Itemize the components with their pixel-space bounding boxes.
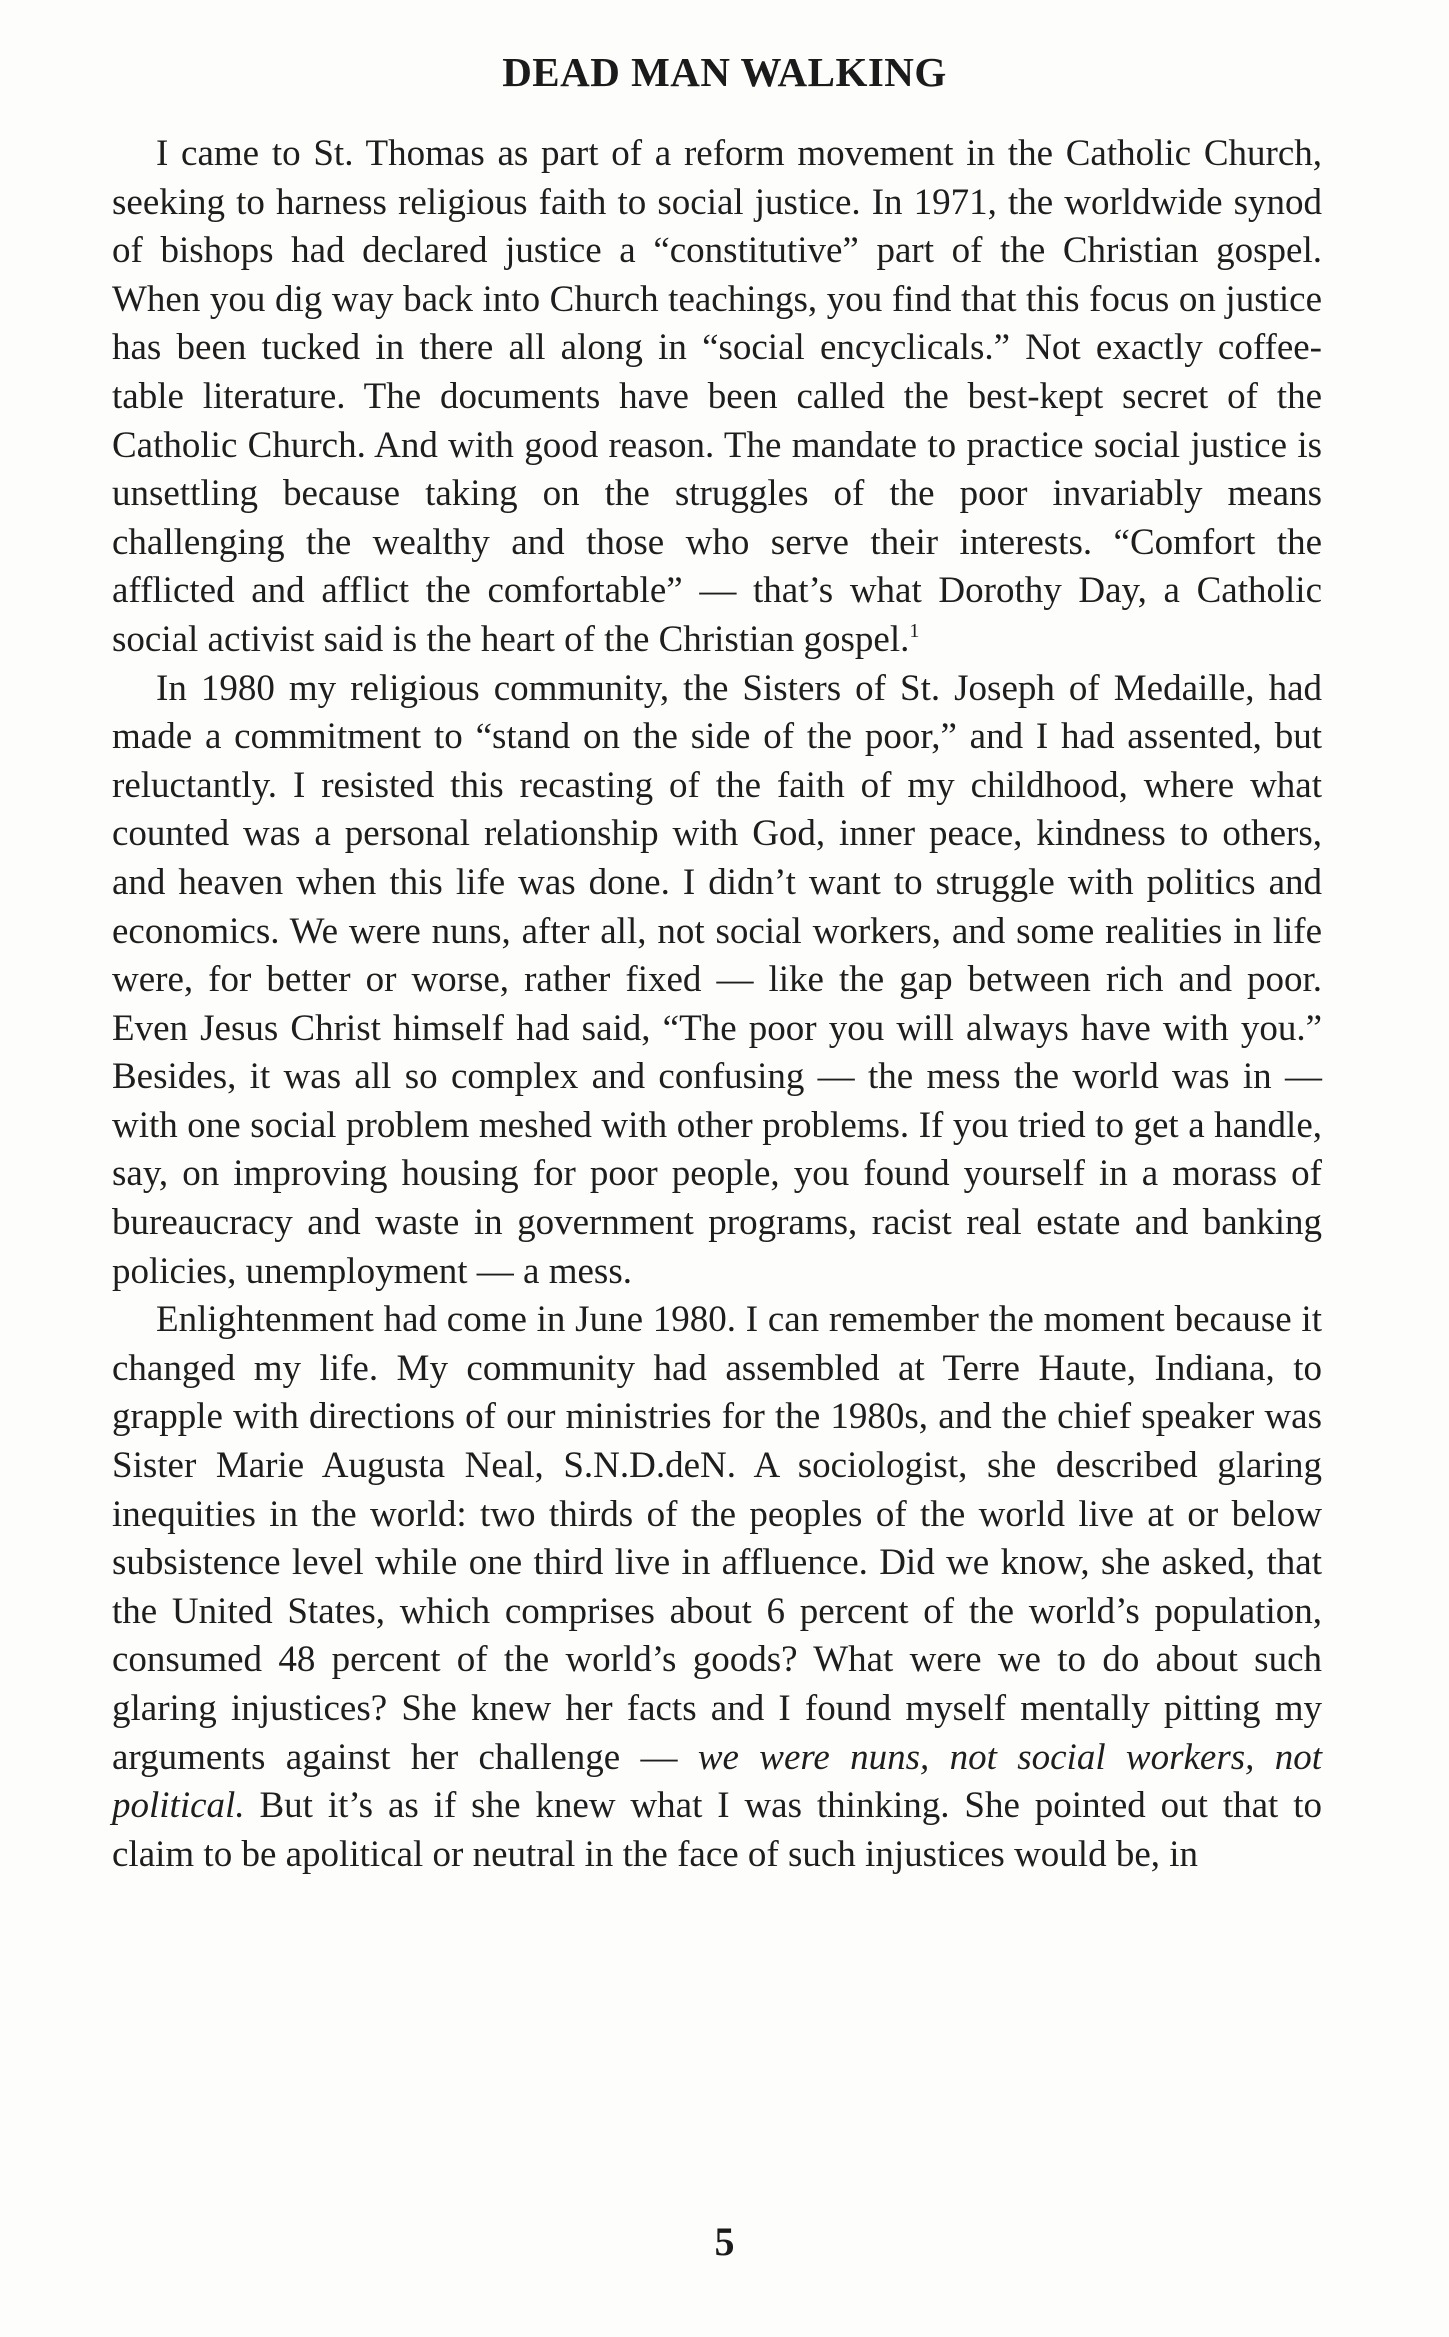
- page-number: 5: [714, 2219, 735, 2264]
- paragraph-1-text: I came to St. Thomas as part of a reform movement in the Catholic Church, seeking to harness religious faith to social justice. In 1971, the worldwide synod of bishops had declared justice a “constitutive” part of the Christian gospel. When you dig way back into Church teachings, you find that this focus on justice has been tucked in there all along in “social encyclicals.” Not exactly coffee-table literature. The documents have been called the best-kept secret of the Catholic Church. And with good reason. The mandate to practice social justice is unsettling because taking on the struggles of the poor invariably means challenging the wealthy and those who serve their interests. “Comfort the afflicted and afflict the comfortable” — that’s what Dorothy Day, a Catholic social activist said is the heart of the Christian gospel.: [112, 133, 1322, 660]
- paragraph-3-text-after: But it’s as if she knew what I was thinking. She pointed out that to claim to be apolitical or neutral in the face of such injustices would be, in: [112, 1785, 1322, 1875]
- paragraph-2: [112, 665, 1322, 1297]
- paragraph-1: [112, 130, 1322, 665]
- paragraph-3-italic: we were nuns, not social workers, not political.: [112, 1736, 1322, 1827]
- body-text: [112, 130, 1322, 1879]
- paragraph-3-text-before: Enlightenment had come in June 1980. I can remember the moment because it changed my life. My community had assembled at Terre Haute, Indiana, to grapple with directions of our ministries for the 1980s, and the chief speaker was Sister Marie Augusta Neal, S.N.D.deN. A sociologist, she described glaring inequities in the world: two thirds of the peoples of the world live at or below subsistence level while one third live in affluence. Did we know, she asked, that the United States, which comprises about 6 percent of the world’s population, consumed 48 percent of the world’s goods? What were we to do about such glaring injustices? She knew her facts and I found myself mentally pitting my arguments against her challenge —: [112, 1299, 1322, 1778]
- paragraph-3: [112, 1296, 1322, 1879]
- paragraph-2-text: In 1980 my religious community, the Sisters of St. Joseph of Medaille, had made a commitment to “stand on the side of the poor,” and I had assented, but reluctantly. I resisted this recasting of the faith of my childhood, where what counted was a personal relationship with God, inner peace, kindness to others, and heaven when this life was done. I didn’t want to struggle with politics and economics. We were nuns, after all, not social workers, and some realities in life were, for better or worse, rather fixed — like the gap between rich and poor. Even Jesus Christ himself had said, “The poor you will always have with you.” Besides, it was all so complex and confusing — the mess the world was in — with one social problem meshed with other problems. If you tried to get a handle, say, on improving housing for poor people, you found yourself in a morass of bureaucracy and waste in government programs, racist real estate and banking policies, unemployment — a mess.: [112, 667, 1322, 1292]
- running-head: DEAD MAN WALKING: [502, 49, 947, 95]
- footnote-reference: 1: [909, 619, 920, 642]
